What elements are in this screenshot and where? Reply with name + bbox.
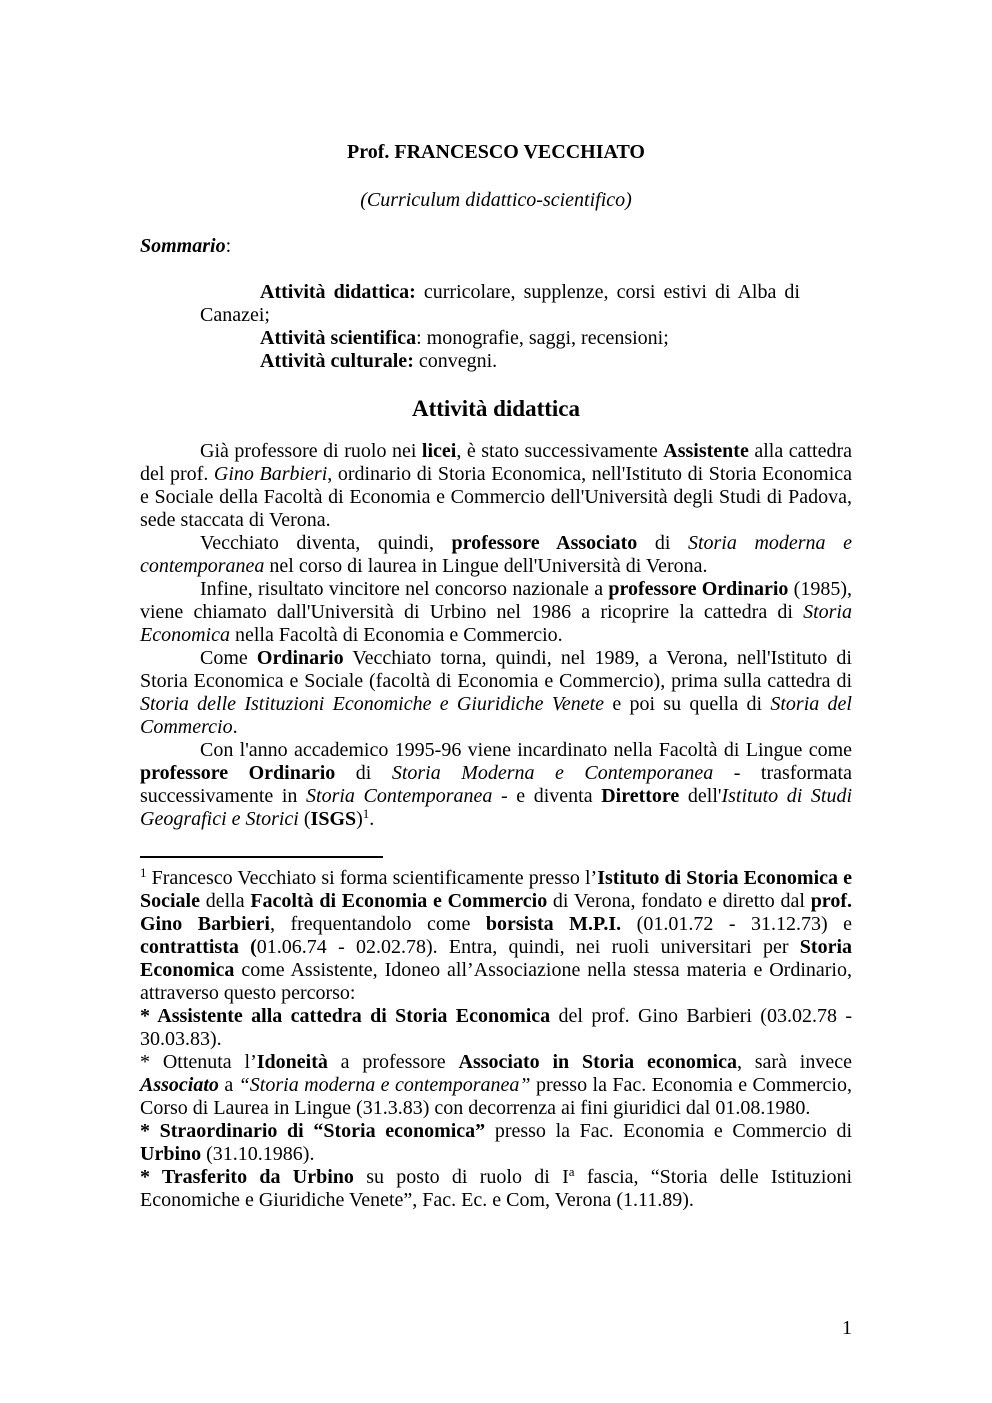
body-paragraph: Come Ordinario Vecchiato torna, quindi, nel 1989, a Verona, nell'Istituto di Storia Economica e Sociale (facoltà di Economia e Commercio), prima sulla cattedra di Storia delle Istituzioni Economiche e Giuridiche Venete e poi su quella di Storia del Commercio. — [140, 647, 852, 738]
sommario-item-culturale: Attività culturale: convegni. — [260, 350, 498, 372]
body-paragraph: Già professore di ruolo nei licei, è stato successivamente Assistente alla cattedra del prof. Gino Barbieri, ordinario di Storia Economica, nell'Istituto di Storia Economica e Sociale della Facoltà di Economia e Commercio dell'Università degli Studi di Padova, sede staccata di Verona. — [140, 440, 853, 531]
body-paragraph: Con l'anno accademico 1995-96 viene incardinato nella Facoltà di Lingue come professore Ordinario di Storia Moderna e Contemporanea - trasformata successivamente in Storia Contemporanea - e diventa Direttore dell'Istituto di Studi Geografici e Storici (ISGS)$^1$. — [140, 739, 853, 830]
footnote-paragraph: * Assistente alla cattedra di Storia Economica del prof. Gino Barbieri (03.02.78 - 30.03.83). — [140, 1005, 852, 1050]
footnote-paragraph: * Ottenuta l’Idoneità a professore Associato in Storia economica, sarà invece Associato a “Storia moderna e contemporanea” presso la Fac. Economia e Commercio, Corso di Laurea in Lingue (31.3.83) con decorrenza ai fini giuridici dal 01.08.1980. — [140, 1051, 852, 1119]
sommario-item-scientifica: Attività scientifica: monografie, saggi, recensioni; — [260, 327, 669, 349]
doc-title: Prof. FRANCESCO VECCHIATO — [347, 141, 645, 163]
body-paragraph: Vecchiato diventa, quindi, professore Associato di Storia moderna e contemporanea nel corso di laurea in Lingue dell'Università di Verona. — [140, 532, 852, 577]
footnote-separator — [140, 856, 383, 858]
doc-subtitle: (Curriculum didattico-scientifico) — [360, 189, 632, 211]
sommario-label: Sommario: — [140, 235, 232, 257]
footnote-block — [140, 867, 852, 1212]
page-number: 1 — [842, 1317, 852, 1339]
sommario-block — [200, 281, 800, 373]
footnote-paragraph: * Trasferito da Urbino su posto di ruolo di $I^a$ fascia, “Storia delle Istituzioni Economiche e Giuridiche Venete”, Fac. Ec. e Com, Verona (1.11.89). — [140, 1164, 852, 1211]
footnote-paragraph: $^1$ Francesco Vecchiato si forma scientificamente presso l’Istituto di Storia Economica e Sociale della Facoltà di Economia e Commercio di Verona, fondato e diretto dal prof. Gino Barbieri, frequentandolo come borsista M.P.I. (01.01.72 - 31.12.73) e contrattista (01.06.74 - 02.02.78). Entra, quindi, nei ruoli universitari per Storia Economica come Assistente, Idoneo all’Associazione nella stessa materia e Ordinario, attraverso questo percorso: — [140, 865, 853, 1004]
page-content — [140, 0, 852, 1212]
body-paragraph: Infine, risultato vincitore nel concorso nazionale a professore Ordinario (1985), viene chiamato dall'Università di Urbino nel 1986 a ricoprire la cattedra di Storia Economica nella Facoltà di Economia e Commercio. — [140, 578, 853, 646]
footnote-paragraph: * Straordinario di “Storia economica” presso la Fac. Economia e Commercio di Urbino (31.10.1986). — [140, 1120, 852, 1165]
section-heading: Attività didattica — [411, 396, 580, 421]
sommario-item-didattica: Attività didattica: curricolare, supplenze, corsi estivi di Alba di Canazei; — [200, 281, 800, 326]
